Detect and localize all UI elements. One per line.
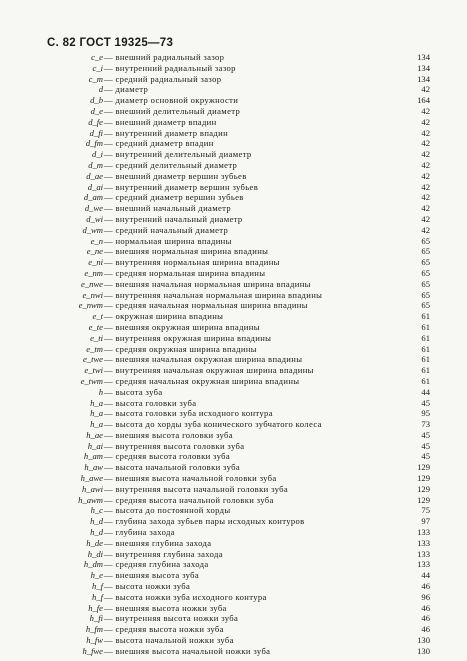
entry-description: — внутренний делительный диаметр — [104, 149, 252, 160]
entry-description: — нормальная ширина впадины — [104, 235, 232, 246]
entry-description: — окружная ширина впадины — [104, 311, 224, 322]
entry-symbol: c_m — [88, 73, 103, 84]
index-entry — [0, 603, 467, 614]
index-entry — [0, 592, 467, 603]
entry-symbol: h_ae — [86, 429, 103, 440]
entry-symbol: h_c — [90, 505, 103, 516]
entry-page-number: 61 — [421, 365, 430, 376]
entry-description: — внешний делительный диаметр — [104, 105, 241, 116]
entry-page-number: 65 — [421, 257, 430, 268]
entry-description: — внутренний диаметр впадин — [104, 127, 229, 138]
index-entry — [0, 246, 467, 257]
entry-description: — средняя глубина захода — [104, 559, 209, 570]
entry-page-number: 42 — [421, 213, 430, 224]
entry-description: — высота головки зуба — [104, 397, 197, 408]
entry-page-number: 61 — [421, 311, 430, 322]
entry-page-number: 134 — [417, 52, 430, 62]
index-entry — [0, 95, 467, 106]
entry-symbol: e_twe — [82, 354, 103, 365]
entry-description: — внешняя высота начальной головки зуба — [104, 473, 277, 484]
entry-description: — внешняя нормальная ширина впадины — [104, 246, 269, 257]
index-entry — [0, 354, 467, 365]
entry-description: — внешняя глубина захода — [104, 537, 212, 548]
index-entry — [0, 441, 467, 452]
index-entry — [0, 311, 467, 322]
entry-description: — внешняя начальная окружная ширина впадины — [104, 354, 303, 365]
entry-description: — средний радиальный зазор — [104, 73, 222, 84]
index-entry — [0, 613, 467, 624]
entry-symbol: h_e — [90, 570, 103, 581]
entry-description: — внешняя начальная нормальная ширина впадины — [104, 278, 311, 289]
entry-symbol: e_ti — [90, 332, 103, 343]
entry-symbol: d_ae — [86, 170, 103, 181]
entry-page-number: 42 — [421, 138, 430, 149]
entry-symbol: h_dm — [83, 559, 103, 570]
index-entry — [0, 84, 467, 95]
entry-page-number: 130 — [417, 645, 430, 656]
index-entry — [0, 538, 467, 549]
entry-symbol: d_wm — [82, 224, 103, 235]
entry-description: — высота ножки зуба — [104, 581, 191, 592]
entry-symbol: d_ai — [87, 181, 103, 192]
entry-description: — средний начальный диаметр — [104, 224, 229, 235]
entry-symbol: h_fm — [85, 624, 103, 635]
index-entry — [0, 117, 467, 128]
entry-description: — внешний диаметр вершин зубьев — [104, 170, 247, 181]
index-entry — [0, 462, 467, 473]
page-header: С. 82 ГОСТ 19325—73 — [47, 37, 174, 49]
entry-symbol: h_awi — [81, 483, 103, 494]
index-entry — [0, 484, 467, 495]
entry-description: — внешняя высота головки зуба — [104, 429, 233, 440]
index-entry — [0, 300, 467, 311]
entry-description: — высота головки зуба исходного контура — [104, 408, 273, 419]
entry-description: — средняя высота начальной головки зуба — [104, 494, 274, 505]
entry-description: — средняя окружная ширина впадины — [104, 343, 257, 354]
entry-page-number: 42 — [421, 127, 430, 138]
entry-symbol: e_ne — [86, 246, 103, 257]
entry-symbol: e_twm — [80, 375, 103, 386]
entry-symbol: e_nwi — [82, 289, 103, 300]
entry-page-number: 65 — [421, 278, 430, 289]
entry-page-number: 42 — [421, 84, 430, 95]
entry-description: — глубина захода зубьев пары исходных контуров — [104, 516, 305, 527]
entry-symbol: h_am — [83, 451, 103, 462]
entry-page-number: 46 — [421, 613, 430, 624]
entry-page-number: 129 — [417, 483, 430, 494]
entry-symbol: e_nm — [84, 267, 103, 278]
index-entry — [0, 149, 467, 160]
entry-page-number: 45 — [421, 429, 430, 440]
index-entry — [0, 505, 467, 516]
entry-page-number: 130 — [417, 635, 430, 646]
entry-page-number: 129 — [417, 473, 430, 484]
entry-symbol: c_i — [92, 62, 103, 73]
entry-page-number: 44 — [421, 570, 430, 581]
entry-description: — внутренняя высота ножки зуба — [104, 613, 239, 624]
entry-description: — средний диаметр впадин — [104, 138, 214, 149]
entry-page-number: 42 — [421, 105, 430, 116]
entry-description: — внутренний начальный диаметр — [104, 213, 243, 224]
entry-symbol: h_de — [86, 537, 103, 548]
entry-page-number: 134 — [417, 73, 430, 84]
entry-description: — внешний диаметр впадин — [104, 116, 217, 127]
index-entry — [0, 63, 467, 74]
entry-symbol: d_m — [88, 159, 103, 170]
index-entry — [0, 182, 467, 193]
entry-page-number: 42 — [421, 170, 430, 181]
entry-page-number: 129 — [417, 494, 430, 505]
index-entry — [0, 344, 467, 355]
index-entry — [0, 570, 467, 581]
entry-page-number: 61 — [421, 375, 430, 386]
index-entry — [0, 495, 467, 506]
index-entry — [0, 365, 467, 376]
entry-page-number: 42 — [421, 116, 430, 127]
entry-symbol: e_twi — [84, 365, 103, 376]
index-entry — [0, 527, 467, 538]
entry-symbol: e_t — [92, 311, 103, 322]
entry-symbol: h_aw — [84, 462, 103, 473]
index-entry — [0, 333, 467, 344]
entry-symbol: e_ni — [88, 257, 103, 268]
entry-description: — внешняя высота ножки зуба — [104, 602, 227, 613]
entry-description: — внутренний диаметр вершин зубьев — [104, 181, 259, 192]
index-entry — [0, 236, 467, 247]
entry-symbol: h_a — [90, 419, 103, 430]
index-entry — [0, 225, 467, 236]
index-entry — [0, 376, 467, 387]
entry-page-number: 96 — [421, 591, 430, 602]
entry-page-number: 65 — [421, 267, 430, 278]
index-entry — [0, 52, 467, 63]
index-entry — [0, 128, 467, 139]
index-entry — [0, 268, 467, 279]
entry-symbol: e_nwm — [78, 300, 103, 311]
index-entry — [0, 160, 467, 171]
entry-description: — высота ножки зуба исходного контура — [104, 591, 267, 602]
entry-description: — внешний начальный диаметр — [104, 203, 232, 214]
index-entry — [0, 473, 467, 484]
index-entry — [0, 74, 467, 85]
entry-page-number: 129 — [417, 462, 430, 473]
index-entry — [0, 279, 467, 290]
entry-description: — диаметр основной окружности — [104, 95, 239, 106]
entry-symbol: e_nwe — [81, 278, 103, 289]
entry-page-number: 65 — [421, 235, 430, 246]
index-entry — [0, 646, 467, 657]
entry-description: — внутренний радиальный зазор — [104, 62, 236, 73]
entry-symbol: h_ai — [87, 440, 103, 451]
entry-description: — высота начальной головки зуба — [104, 462, 241, 473]
index-entry — [0, 430, 467, 441]
entry-page-number: 61 — [421, 332, 430, 343]
entry-symbol: h — [98, 386, 103, 397]
entry-page-number: 42 — [421, 149, 430, 160]
entry-page-number: 95 — [421, 408, 430, 419]
entry-page-number: 46 — [421, 581, 430, 592]
entry-page-number: 42 — [421, 181, 430, 192]
entry-symbol: d_i — [92, 149, 103, 160]
entry-description: — внутренняя окружная ширина впадины — [104, 332, 272, 343]
entry-description: — высота зуба — [104, 386, 163, 397]
entry-symbol: d — [98, 84, 103, 95]
entry-page-number: 44 — [421, 386, 430, 397]
entry-page-number: 61 — [421, 321, 430, 332]
entry-page-number: 45 — [421, 451, 430, 462]
entry-description: — высота до хорды зуба конического зубчатого колеса — [104, 419, 322, 430]
entry-symbol: h_f — [92, 591, 103, 602]
entry-description: — внутренняя нормальная ширина впадины — [104, 257, 280, 268]
index-entry — [0, 398, 467, 409]
entry-symbol: e_n — [90, 235, 103, 246]
entry-description: — средний диаметр вершин зубьев — [104, 192, 244, 203]
index-entry — [0, 581, 467, 592]
entry-page-number: 133 — [417, 527, 430, 538]
symbol-index-list — [0, 52, 467, 657]
entry-symbol: d_wi — [86, 213, 103, 224]
entry-description: — внутренняя глубина захода — [104, 548, 223, 559]
index-entry — [0, 419, 467, 430]
entry-description: — внутренняя начальная окружная ширина впадины — [104, 365, 314, 376]
entry-symbol: h_a — [90, 397, 103, 408]
index-entry — [0, 624, 467, 635]
entry-page-number: 46 — [421, 602, 430, 613]
entry-symbol: h_awm — [78, 494, 103, 505]
entry-description: — глубина захода — [104, 527, 175, 538]
index-entry — [0, 635, 467, 646]
index-entry — [0, 559, 467, 570]
entry-page-number: 61 — [421, 343, 430, 354]
index-entry — [0, 451, 467, 462]
entry-page-number: 45 — [421, 440, 430, 451]
index-entry — [0, 387, 467, 398]
index-entry — [0, 214, 467, 225]
index-entry — [0, 203, 467, 214]
entry-symbol: h_f — [92, 581, 103, 592]
entry-description: — внешняя окружная ширина впадины — [104, 321, 260, 332]
entry-description: — внешняя высота зуба — [104, 570, 200, 581]
entry-symbol: d_fe — [88, 116, 103, 127]
entry-symbol: h_a — [90, 408, 103, 419]
index-entry — [0, 290, 467, 301]
entry-symbol: h_fwe — [82, 645, 103, 656]
entry-description: — средний делительный диаметр — [104, 159, 238, 170]
entry-page-number: 133 — [417, 559, 430, 570]
entry-page-number: 65 — [421, 300, 430, 311]
entry-symbol: h_fi — [89, 613, 103, 624]
entry-description: — диаметр — [104, 84, 149, 95]
entry-symbol: h_di — [87, 548, 103, 559]
entry-page-number: 42 — [421, 192, 430, 203]
entry-description: — внешняя высота начальной ножки зуба — [104, 645, 271, 656]
entry-symbol: e_tm — [86, 343, 103, 354]
entry-symbol: d_fm — [85, 138, 103, 149]
index-entry — [0, 257, 467, 268]
entry-page-number: 134 — [417, 62, 430, 73]
index-entry — [0, 408, 467, 419]
entry-symbol: h_d — [90, 527, 103, 538]
index-entry — [0, 138, 467, 149]
entry-description: — средняя начальная окружная ширина впадины — [104, 375, 300, 386]
entry-page-number: 65 — [421, 289, 430, 300]
index-entry — [0, 192, 467, 203]
entry-page-number: 133 — [417, 548, 430, 559]
entry-description: — внешний радиальный зазор — [104, 52, 225, 62]
index-entry — [0, 322, 467, 333]
entry-description: — высота начальной ножки зуба — [104, 635, 234, 646]
entry-symbol: h_fw — [86, 635, 103, 646]
entry-description: — средняя начальная нормальная ширина впадины — [104, 300, 308, 311]
entry-description: — средняя высота ножки зуба — [104, 624, 224, 635]
entry-description: — внутренняя высота начальной головки зуба — [104, 483, 289, 494]
entry-page-number: 45 — [421, 397, 430, 408]
entry-symbol: d_fi — [89, 127, 103, 138]
entry-page-number: 97 — [421, 516, 430, 527]
index-entry — [0, 171, 467, 182]
entry-page-number: 42 — [421, 203, 430, 214]
entry-page-number: 46 — [421, 624, 430, 635]
entry-page-number: 75 — [421, 505, 430, 516]
entry-symbol: h_fe — [88, 602, 103, 613]
entry-symbol: d_e — [90, 105, 103, 116]
index-entry — [0, 106, 467, 117]
entry-page-number: 73 — [421, 419, 430, 430]
entry-description: — внутренняя начальная нормальная ширина впадины — [104, 289, 323, 300]
entry-page-number: 133 — [417, 537, 430, 548]
entry-symbol: d_b — [90, 95, 103, 106]
entry-page-number: 42 — [421, 224, 430, 235]
entry-page-number: 164 — [417, 95, 430, 106]
entry-symbol: c_e — [91, 52, 103, 62]
entry-page-number: 61 — [421, 354, 430, 365]
entry-description: — средняя нормальная ширина впадины — [104, 267, 266, 278]
entry-page-number: 42 — [421, 159, 430, 170]
index-entry — [0, 549, 467, 560]
entry-description: — внутренняя высота головки зуба — [104, 440, 245, 451]
entry-page-number: 65 — [421, 246, 430, 257]
entry-symbol: h_d — [90, 516, 103, 527]
entry-description: — средняя высота головки зуба — [104, 451, 231, 462]
entry-symbol: e_te — [88, 321, 103, 332]
entry-symbol: d_we — [84, 203, 103, 214]
entry-symbol: d_am — [83, 192, 103, 203]
index-entry — [0, 516, 467, 527]
entry-description: — высота до постоянной хорды — [104, 505, 231, 516]
entry-symbol: h_awe — [80, 473, 103, 484]
